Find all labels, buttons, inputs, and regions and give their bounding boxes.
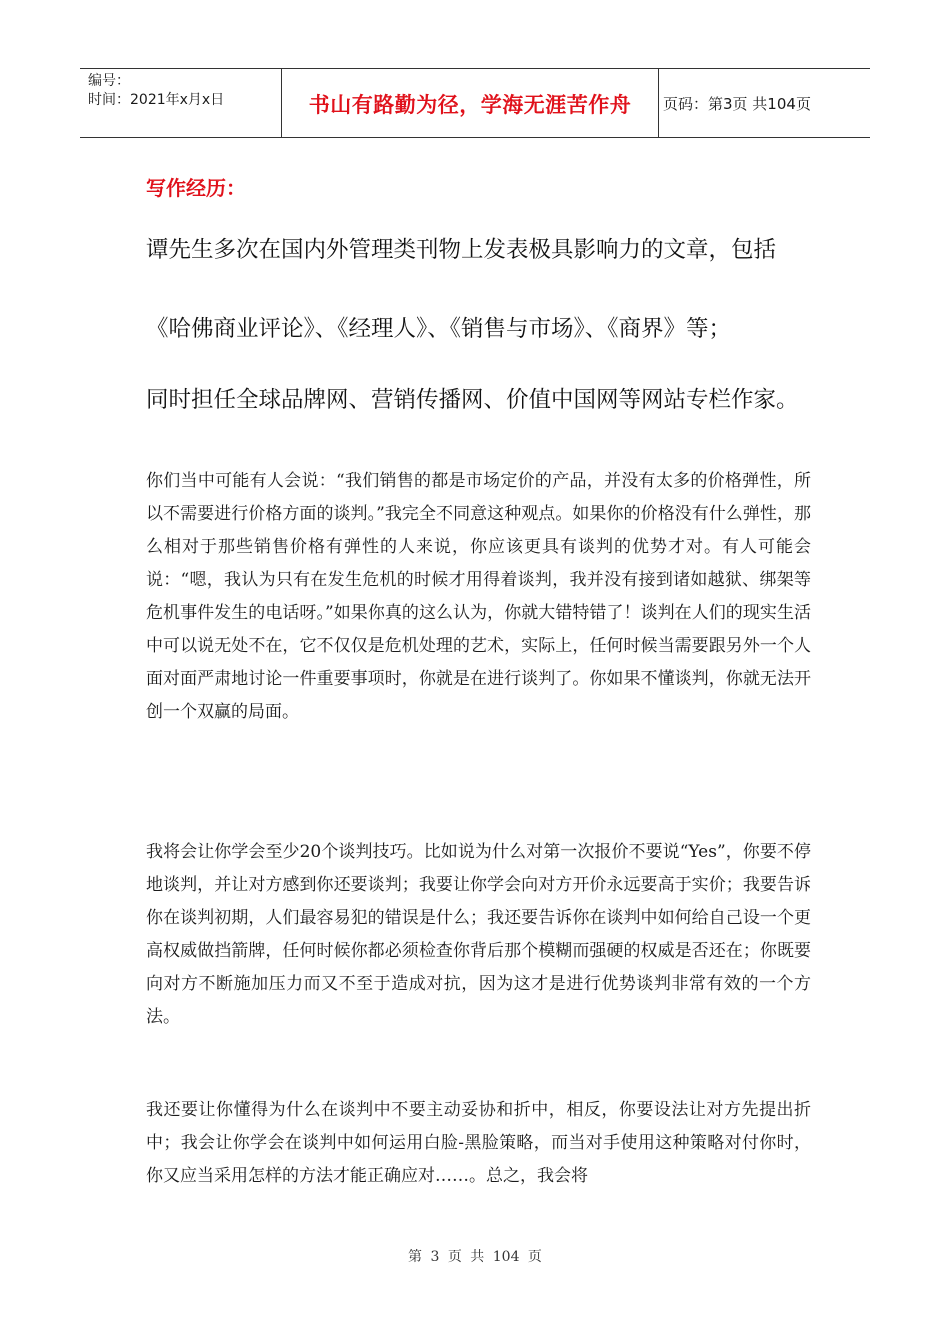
body-paragraph-1: 你们当中可能有人会说：“我们销售的都是市场定价的产品，并没有太多的价格弹性，所以不需要进行价格方面的谈判。”我完全不同意这种观点。如果你的价格没有什么弹性，那么相对于那些销售价格有弹性的人来说，你应该更具有谈判的优势才对。有人可能会说：“嗯，我认为只有在发生危机的时候才用得着谈判，我并没有接到诸如越狱、绑架等危机事件发生的电话呀。”如果你真的这么认为，你就大错特错了！谈判在人们的现实生活中可以说无处不在，它不仅仅是危机处理的艺术，实际上，任何时候当需要跟另外一个人面对面严肃地讨论一件重要事项时，你就是在进行谈判了。你如果不懂谈判，你就无法开创一个双赢的局面。 [146,471,811,722]
section-title: 写作经历： [146,176,246,200]
header-motto-cell [281,69,659,137]
document-number-label: 编号： [88,73,130,89]
page-header [80,68,870,138]
header-meta [80,69,281,137]
header-page-info: 页码：第3页 共104页 [663,95,811,113]
document-date: 时间：2021年x月x日 [88,92,225,108]
intro-line-1: 谭先生多次在国内外管理类刊物上发表极具影响力的文章，包括 [146,237,777,263]
page-footer: 第 3 页 共 104 页 [408,1249,542,1265]
intro-line-3: 同时担任全球品牌网、营销传播网、价值中国网等网站专栏作家。 [146,387,799,413]
body-paragraph-3: 我还要让你懂得为什么在谈判中不要主动妥协和折中，相反，你要设法让对方先提出折中；我会让你学会在谈判中如何运用白脸-黑脸策略，而当对手使用这种策略对付你时，你又应当采用怎样的方法才能正确应对……。总之，我会将 [146,1100,811,1186]
body-paragraph-2: 我将会让你学会至少20个谈判技巧。比如说为什么对第一次报价不要说“Yes”，你要不停地谈判，并让对方感到你还要谈判；我要让你学会向对方开价永远要高于实价；我要告诉你在谈判初期，人们最容易犯的错误是什么；我还要告诉你在谈判中如何给自己设一个更高权威做挡箭牌，任何时候你都必须检查你背后那个模糊而强硬的权威是否还在；你既要向对方不断施加压力而又不至于造成对抗，因为这才是进行优势谈判非常有效的一个方法。 [146,842,811,1027]
header-motto: 书山有路勤为径，学海无涯苦作舟 [308,93,632,117]
intro-line-2: 《哈佛商业评论》、《经理人》、《销售与市场》、《商界》等； [146,316,732,342]
